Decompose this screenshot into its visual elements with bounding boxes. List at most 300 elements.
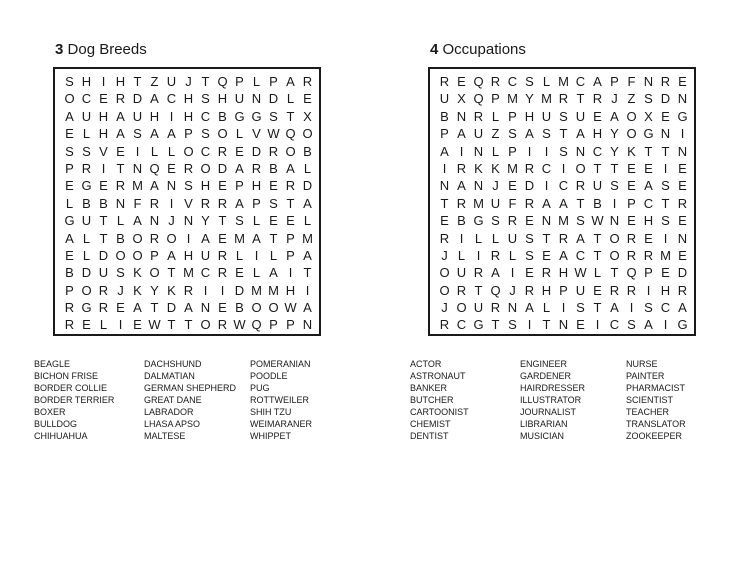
grid-letter: I [305, 282, 310, 298]
grid-letter: R [64, 317, 75, 333]
grid-letter: R [217, 265, 228, 281]
grid-letter: D [217, 160, 228, 176]
grid-letter: L [269, 247, 278, 263]
grid-letter: A [644, 178, 653, 194]
grid-letter: P [286, 230, 295, 246]
word-list-item: POMERANIAN [250, 359, 311, 369]
grid-letter: A [303, 247, 312, 263]
puzzle-title [430, 41, 526, 58]
grid-letter: I [561, 160, 566, 176]
grid-letter: S [508, 317, 517, 333]
grid-letter: S [559, 108, 568, 124]
grid-letter: R [541, 265, 552, 281]
grid-letter: I [101, 74, 106, 89]
grid-letter: P [150, 247, 159, 263]
grid-letter: S [644, 91, 653, 107]
grid-letter: E [440, 213, 449, 229]
grid-letter: G [643, 126, 654, 142]
grid-letter: E [457, 74, 466, 89]
grid-letter: U [490, 195, 501, 211]
grid-letter: W [574, 265, 587, 281]
grid-letter: D [251, 143, 262, 159]
grid-letter: M [541, 91, 552, 107]
grid-letter: S [491, 213, 500, 229]
grid-letter: A [65, 108, 74, 124]
grid-letter: R [217, 317, 228, 333]
grid-letter: L [491, 143, 500, 159]
grid-letter: M [234, 230, 245, 246]
grid-letter: T [167, 265, 176, 281]
word-list-item: BULLDOG [34, 419, 78, 429]
grid-letter: K [491, 160, 500, 176]
puzzle-number: 3 [55, 41, 64, 58]
grid-letter: H [592, 126, 603, 142]
grid-letter: I [510, 265, 515, 281]
grid-letter: R [115, 91, 126, 107]
grid-letter: Q [285, 126, 296, 142]
grid-letter: N [200, 300, 211, 316]
grid-letter: E [661, 108, 670, 124]
grid-letter: U [507, 230, 518, 246]
grid-letter: E [286, 213, 295, 229]
grid-letter: I [595, 317, 600, 333]
grid-letter: E [269, 178, 278, 194]
grid-letter: G [81, 300, 92, 316]
grid-letter: I [203, 282, 208, 298]
letter-grid [428, 67, 696, 336]
grid-letter: W [233, 317, 246, 333]
grid-letter: E [678, 74, 687, 89]
grid-letter: N [473, 143, 484, 159]
grid-letter: B [65, 265, 74, 281]
grid-letter: T [150, 300, 159, 316]
grid-letter: N [473, 178, 484, 194]
grid-letter: O [64, 91, 75, 107]
grid-letter: S [610, 178, 619, 194]
grid-letter: Y [610, 143, 619, 159]
word-list-item: POODLE [250, 371, 288, 381]
grid-letter: A [252, 230, 261, 246]
grid-letter: P [65, 160, 74, 176]
grid-letter: U [473, 300, 484, 316]
grid-letter: A [610, 300, 619, 316]
grid-letter: A [167, 247, 176, 263]
grid-letter: D [524, 178, 535, 194]
grid-letter: N [558, 317, 569, 333]
grid-letter: P [440, 126, 449, 142]
grid-letter: L [252, 213, 261, 229]
grid-letter: S [627, 317, 636, 333]
grid-letter: O [149, 265, 160, 281]
grid-letter: L [542, 300, 551, 316]
grid-letter: I [169, 108, 174, 124]
grid-letter: B [440, 108, 449, 124]
grid-letter: L [167, 143, 176, 159]
grid-letter: C [507, 74, 518, 89]
grid-letter: S [184, 178, 193, 194]
grid-letter: R [609, 282, 620, 298]
grid-letter: E [542, 247, 551, 263]
grid-letter: I [186, 230, 191, 246]
grid-letter: L [286, 91, 295, 107]
grid-letter: A [133, 213, 142, 229]
grid-letter: I [629, 300, 634, 316]
grid-letter: C [200, 265, 211, 281]
grid-letter: C [660, 300, 671, 316]
grid-letter: A [286, 160, 295, 176]
grid-letter: R [217, 195, 228, 211]
grid-letter: R [524, 282, 535, 298]
grid-letter: U [541, 108, 552, 124]
grid-letter: L [474, 230, 483, 246]
grid-letter: M [132, 178, 143, 194]
grid-letter: X [303, 108, 312, 124]
grid-letter: R [626, 230, 637, 246]
grid-letter: R [98, 282, 109, 298]
grid-letter: C [200, 108, 211, 124]
grid-letter: H [660, 282, 671, 298]
grid-letter: O [200, 317, 211, 333]
grid-letter: U [575, 108, 586, 124]
grid-letter: I [544, 143, 549, 159]
puzzle-title [55, 41, 147, 58]
grid-letter: R [677, 282, 688, 298]
grid-letter: L [99, 317, 108, 333]
word-column [626, 358, 736, 441]
grid-letter: N [115, 195, 126, 211]
grid-letter: S [65, 74, 74, 89]
grid-letter: H [558, 265, 569, 281]
word-list-item: LIBRARIAN [520, 419, 568, 429]
grid-letter: S [525, 74, 534, 89]
grid-letter: O [302, 126, 313, 142]
grid-letter: S [201, 91, 210, 107]
grid-letter: A [644, 317, 653, 333]
grid-letter: A [150, 178, 159, 194]
grid-letter: L [508, 247, 517, 263]
grid-letter: U [592, 178, 603, 194]
grid-letter: L [82, 230, 91, 246]
grid-letter: A [559, 195, 568, 211]
grid-letter: R [439, 230, 450, 246]
word-list-item: TEACHER [626, 407, 670, 417]
grid-letter: O [439, 282, 450, 298]
grid-letter: T [440, 195, 449, 211]
grid-letter: A [303, 195, 312, 211]
grid-letter: Y [610, 126, 619, 142]
grid-letter: P [269, 74, 278, 89]
grid-letter: I [663, 317, 668, 333]
grid-letter: D [660, 91, 671, 107]
grid-letter: N [677, 91, 688, 107]
grid-letter: B [269, 160, 278, 176]
grid-letter: A [576, 230, 585, 246]
grid-letter: T [116, 160, 125, 176]
grid-letter: R [183, 160, 194, 176]
grid-letter: A [525, 300, 534, 316]
grid-letter: L [116, 213, 125, 229]
grid-letter: S [269, 195, 278, 211]
grid-letter: L [235, 126, 244, 142]
grid-letter: G [81, 178, 92, 194]
grid-letter: R [217, 143, 228, 159]
word-list-item: SCIENTIST [626, 395, 674, 405]
grid-letter: T [269, 230, 278, 246]
grid-letter: D [268, 91, 279, 107]
grid-letter: E [678, 213, 687, 229]
grid-letter: O [268, 300, 279, 316]
word-list-item: ASTRONAUT [410, 371, 466, 381]
word-list-item: PUG [250, 383, 270, 393]
grid-letter: I [135, 143, 140, 159]
puzzle-title-text: Occupations [442, 41, 526, 58]
word-list-item: JOURNALIST [520, 407, 577, 417]
grid-letter: O [626, 126, 637, 142]
grid-letter: S [133, 126, 142, 142]
grid-letter: A [457, 178, 466, 194]
word-list-item: PAINTER [626, 371, 665, 381]
grid-letter: E [99, 91, 108, 107]
grid-letter: O [200, 160, 211, 176]
grid-letter: T [593, 160, 602, 176]
grid-letter: M [507, 160, 518, 176]
grid-letter: C [558, 178, 569, 194]
grid-letter: N [183, 213, 194, 229]
grid-letter: A [167, 126, 176, 142]
word-list [410, 358, 736, 441]
grid-letter: H [98, 126, 109, 142]
word-column [520, 358, 626, 441]
grid-letter: A [150, 126, 159, 142]
grid-letter: T [542, 230, 551, 246]
grid-letter: Y [525, 91, 534, 107]
grid-letter: E [627, 213, 636, 229]
grid-letter: D [234, 282, 245, 298]
grid-letter: O [183, 143, 194, 159]
grid-letter: R [490, 74, 501, 89]
grid-letter: R [456, 195, 467, 211]
grid-letter: S [201, 126, 210, 142]
grid-letter: U [166, 74, 177, 89]
word-column [144, 358, 250, 441]
grid-letter: I [663, 160, 668, 176]
grid-letter: O [251, 300, 262, 316]
grid-letter: C [575, 74, 586, 89]
grid-letter: I [476, 247, 481, 263]
grid-letter: P [559, 282, 568, 298]
word-list-item: DENTIST [410, 431, 449, 441]
grid-letter: H [183, 247, 194, 263]
grid-letter: U [81, 108, 92, 124]
grid-letter: S [116, 265, 125, 281]
grid-letter: A [525, 126, 534, 142]
grid-letter: X [457, 91, 466, 107]
grid-letter: R [490, 300, 501, 316]
grid-letter: R [575, 178, 586, 194]
word-list-item: BORDER TERRIER [34, 395, 115, 405]
word-column [410, 358, 520, 441]
letter-grid-cells [61, 73, 316, 334]
grid-letter: J [117, 282, 124, 298]
grid-letter: J [509, 282, 516, 298]
grid-letter: D [677, 265, 688, 281]
word-list [34, 358, 360, 441]
grid-letter: W [591, 213, 604, 229]
grid-letter: R [592, 91, 603, 107]
grid-letter: E [661, 265, 670, 281]
grid-letter: P [235, 74, 244, 89]
grid-letter: F [133, 195, 142, 211]
grid-letter: N [149, 213, 160, 229]
grid-letter: P [235, 178, 244, 194]
grid-letter: A [201, 230, 210, 246]
grid-letter: E [593, 108, 602, 124]
grid-letter: E [644, 230, 653, 246]
grid-letter: S [508, 126, 517, 142]
grid-letter: T [576, 91, 585, 107]
grid-letter: E [678, 160, 687, 176]
grid-letter: B [99, 195, 108, 211]
grid-letter: G [677, 108, 688, 124]
grid-letter: P [269, 317, 278, 333]
grid-letter: A [286, 74, 295, 89]
word-list-item: BANKER [410, 383, 448, 393]
grid-letter: P [627, 195, 636, 211]
grid-letter: N [575, 143, 586, 159]
grid-letter: O [575, 160, 586, 176]
grid-letter: T [610, 160, 619, 176]
grid-letter: T [303, 265, 312, 281]
grid-letter: E [525, 265, 534, 281]
grid-letter: D [132, 91, 143, 107]
grid-letter: E [525, 213, 534, 229]
letter-grid-cells [436, 73, 691, 334]
grid-letter: K [474, 160, 483, 176]
grid-letter: L [542, 74, 551, 89]
word-list-item: ACTOR [410, 359, 442, 369]
grid-letter: Q [251, 317, 262, 333]
grid-letter: E [133, 317, 142, 333]
grid-letter: Q [217, 74, 228, 89]
word-list-item: BICHON FRISE [34, 371, 99, 381]
grid-letter: E [218, 230, 227, 246]
grid-letter: U [473, 126, 484, 142]
grid-letter: P [644, 265, 653, 281]
grid-letter: R [81, 160, 92, 176]
grid-letter: L [593, 265, 602, 281]
grid-letter: R [473, 108, 484, 124]
grid-letter: E [218, 300, 227, 316]
grid-letter: E [65, 126, 74, 142]
word-list-item: GARDENER [520, 371, 572, 381]
grid-letter: E [65, 247, 74, 263]
word-list-item: LABRADOR [144, 407, 194, 417]
grid-letter: H [200, 178, 211, 194]
word-list-item: DACHSHUND [144, 359, 202, 369]
grid-letter: P [252, 195, 261, 211]
grid-letter: C [456, 317, 467, 333]
grid-letter: C [575, 247, 586, 263]
grid-letter: I [680, 126, 685, 142]
grid-letter: D [81, 265, 92, 281]
grid-letter: Q [149, 160, 160, 176]
grid-letter: S [525, 230, 534, 246]
grid-letter: A [542, 195, 551, 211]
grid-letter: T [286, 195, 295, 211]
grid-letter: D [166, 300, 177, 316]
grid-letter: I [288, 265, 293, 281]
grid-letter: R [558, 91, 569, 107]
word-list-item: MALTESE [144, 431, 186, 441]
grid-letter: H [285, 282, 296, 298]
grid-letter: T [167, 317, 176, 333]
grid-letter: Q [490, 282, 501, 298]
grid-letter: N [660, 126, 671, 142]
grid-letter: Y [201, 213, 210, 229]
grid-letter: M [268, 282, 279, 298]
grid-letter: I [101, 160, 106, 176]
word-list-item: HAIRDRESSER [520, 383, 586, 393]
grid-letter: O [626, 108, 637, 124]
grid-letter: E [627, 160, 636, 176]
grid-letter: T [201, 74, 210, 89]
grid-letter: S [644, 300, 653, 316]
grid-letter: J [611, 91, 618, 107]
word-list-item: ZOOKEEPER [626, 431, 683, 441]
grid-letter: L [303, 160, 312, 176]
grid-letter: B [303, 143, 312, 159]
grid-letter: O [285, 143, 296, 159]
grid-letter: Q [473, 74, 484, 89]
grid-letter: C [166, 91, 177, 107]
puzzle-title-text: Dog Breeds [67, 41, 147, 58]
grid-letter: D [98, 247, 109, 263]
grid-letter: N [302, 317, 313, 333]
grid-letter: A [116, 108, 125, 124]
grid-letter: R [524, 160, 535, 176]
grid-letter: N [132, 160, 143, 176]
grid-letter: N [643, 74, 654, 89]
grid-letter: E [116, 143, 125, 159]
grid-letter: S [65, 143, 74, 159]
grid-letter: R [558, 230, 569, 246]
grid-letter: T [99, 213, 108, 229]
grid-letter: N [507, 300, 518, 316]
grid-letter: H [115, 74, 126, 89]
grid-letter: T [559, 126, 568, 142]
grid-letter: I [646, 282, 651, 298]
grid-letter: J [492, 178, 499, 194]
grid-letter: T [286, 108, 295, 124]
grid-letter: V [184, 195, 193, 211]
word-list-item: BORDER COLLIE [34, 383, 108, 393]
letter-grid [53, 67, 321, 336]
word-list-item: DALMATIAN [144, 371, 195, 381]
grid-letter: A [491, 265, 500, 281]
grid-letter: E [508, 178, 517, 194]
grid-letter: O [217, 126, 228, 142]
grid-letter: E [303, 91, 312, 107]
grid-letter: L [150, 143, 159, 159]
grid-letter: R [98, 300, 109, 316]
grid-letter: K [627, 143, 636, 159]
grid-letter: R [490, 247, 501, 263]
grid-letter: T [99, 230, 108, 246]
grid-letter: I [459, 143, 464, 159]
grid-letter: B [82, 195, 91, 211]
grid-letter: W [148, 317, 161, 333]
grid-letter: N [166, 178, 177, 194]
